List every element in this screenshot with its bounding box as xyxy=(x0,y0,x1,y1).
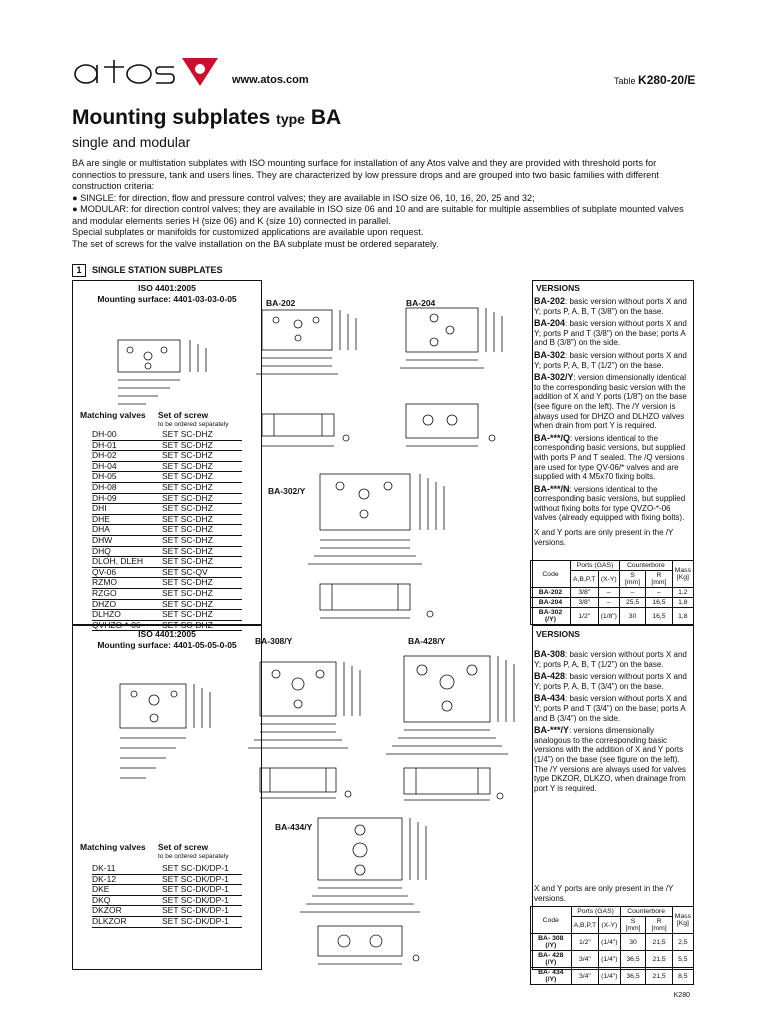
ba-204-side-view xyxy=(392,396,512,456)
screw-set: SET SC-DHZ xyxy=(162,471,213,482)
matching-valves-list xyxy=(92,864,242,928)
version-text: : basic version without ports X and Y; ports P, A, B, T (3/8") on the base. xyxy=(534,297,687,316)
xy-note: X and Y ports are only present in the /Y versions. xyxy=(534,884,674,903)
ba-302-top-view xyxy=(300,454,460,578)
valve-name: DHW xyxy=(92,534,113,545)
table-cell: 36,5 xyxy=(620,951,646,968)
valve-name: DHE xyxy=(92,513,110,524)
version-code: BA-428 xyxy=(534,671,566,682)
version-code: BA-204 xyxy=(534,318,566,329)
ba-434-side-view xyxy=(296,922,436,968)
table-cell: 1/2" xyxy=(571,608,599,625)
version-item xyxy=(534,650,692,669)
intro-paragraph: ● SINGLE: for direction, flow and pressure control valves; they are available in ISO size 06, 10, 16, 20, 25 and 32; xyxy=(72,192,535,203)
table-header-cell xyxy=(672,907,693,934)
screw-set: SET SC-DHZ xyxy=(162,545,213,556)
version-item xyxy=(534,694,692,723)
col-matching-valves: Matching valves xyxy=(80,410,146,420)
table-cell: BA- 308 (/Y) xyxy=(531,934,572,951)
table-header-cell: Counterbore xyxy=(619,561,672,571)
table-row xyxy=(92,483,242,494)
mass-unit: [Kg] xyxy=(676,574,689,581)
valve-name: DLHZO xyxy=(92,609,121,620)
screw-set: SET SC-DK/DP-1 xyxy=(162,863,229,873)
screw-set: SET SC-DHZ xyxy=(162,481,213,492)
version-item xyxy=(534,726,692,793)
valve-name: DH-09 xyxy=(92,492,117,503)
ba-428-top-view xyxy=(384,648,524,760)
valve-name: DHI xyxy=(92,503,107,514)
table-cell: 30 xyxy=(620,934,646,951)
col-set-of-screw: Set of screw xyxy=(158,410,209,420)
table-header-cell: R [mm] xyxy=(646,917,672,934)
screw-set: SET SC-DHZ xyxy=(162,598,213,609)
page-title: Mounting subplates type BA xyxy=(72,106,342,129)
screw-set: SET SC-DK/DP-1 xyxy=(162,884,229,895)
website-url[interactable]: www.atos.com xyxy=(232,74,309,86)
mass-label: Mass xyxy=(674,913,691,920)
version-code: BA-308 xyxy=(534,649,566,659)
table-cell: (1/8") xyxy=(598,608,619,625)
ba-428-side-view xyxy=(384,764,524,804)
version-item xyxy=(534,297,692,316)
valve-name: DH-00 xyxy=(92,429,117,439)
table-cell: 16,5 xyxy=(646,608,673,625)
spec-table xyxy=(530,906,694,985)
table-row xyxy=(92,864,242,875)
screw-set: SET SC-DHZ xyxy=(162,587,213,598)
ba-302-side-view xyxy=(300,580,460,624)
table-cell: 1,8 xyxy=(672,608,693,625)
mass-label: Mass xyxy=(674,567,691,574)
version-code: BA-302/Y xyxy=(534,372,574,383)
table-header-row xyxy=(531,907,694,917)
col-matching-valves: Matching valves xyxy=(80,842,146,852)
col-set-of-screw: Set of screw xyxy=(158,842,209,852)
intro-paragraph: ● MODULAR: for direction control valves; they are available in ISO size 06 and 10 and are suitable for multiple assemblies of subplate mounted valves and modular elements series H (size 06) and K (size 10) connected in parallel. xyxy=(72,204,684,226)
table-cell: 21,5 xyxy=(646,968,672,985)
table-header-cell: (X-Y) xyxy=(599,917,620,934)
table-cell: 3/8" xyxy=(571,598,599,608)
valve-name: RZGO xyxy=(92,587,117,598)
screw-set: SET SC-DHZ xyxy=(162,534,213,545)
version-text: : versions dimensionally analogous to the corresponding basic versions with the addition of X and Y ports (1/4") on the base (see figure on the left). The /Y versions are always used for valves type DKZOR, DLKZO, when drainage from port Y is required. xyxy=(534,726,686,793)
screw-set: SET SC-DHZ xyxy=(162,513,213,524)
table-header-cell: S [mm] xyxy=(620,917,646,934)
valve-name: DHA xyxy=(92,524,110,535)
iso-standard: ISO 4401:2005 xyxy=(138,283,196,293)
table-row xyxy=(531,588,694,598)
label-ba-204: BA-204 xyxy=(406,298,436,308)
table-header-cell: (X-Y) xyxy=(598,571,619,588)
screw-set: SET SC-DHZ xyxy=(162,460,213,471)
valve-name: DK-11 xyxy=(92,863,116,873)
screw-set: SET SC-DHZ xyxy=(162,450,213,461)
xy-note: X and Y ports are only present in the /Y versions. xyxy=(534,528,674,547)
table-row xyxy=(92,917,242,928)
valve-name: DH-01 xyxy=(92,439,117,450)
table-cell: 36,5 xyxy=(620,968,646,985)
version-text: : basic version without ports X and Y; ports P and T (3/4") on the base; ports A and B (3/4") on the side. xyxy=(534,694,687,723)
table-cell: 3/4" xyxy=(571,968,599,985)
table-header-cell xyxy=(672,561,693,588)
screw-set: SET SC-DHZ xyxy=(162,492,213,503)
label-ba-302: BA-302/Y xyxy=(268,486,306,496)
table-header-cell: A,B,P,T xyxy=(571,571,599,588)
valve-name: DHQ xyxy=(92,545,111,556)
version-code: BA-302 xyxy=(534,349,566,360)
table-cell: (1/4") xyxy=(599,968,620,985)
valve-name: DLOH, DLEH xyxy=(92,556,144,567)
ba-308-top-view xyxy=(240,648,370,756)
table-cell: 1,8 xyxy=(672,598,693,608)
versions-list xyxy=(534,297,692,526)
table-cell: 21,5 xyxy=(646,934,672,951)
table-header-cell: Ports (GAS) xyxy=(571,561,620,571)
table-header-cell: Code xyxy=(531,907,572,934)
table-row xyxy=(531,951,694,968)
table-reference: Table K280-20/E xyxy=(614,73,696,87)
valve-name: DK-12 xyxy=(92,873,117,884)
table-header-cell: R [mm] xyxy=(646,571,673,588)
intro-paragraph: Special subplates or manifolds for customized applications are available upon request. xyxy=(72,227,424,237)
versions-title: VERSIONS xyxy=(536,283,580,293)
mounting-surface: Mounting surface: 4401-05-05-0-05 xyxy=(97,640,237,650)
version-text: : versions identical to the corresponding basic versions, but supplied with ports P and T sealed. The /Q versions are used for type QV-06/* valves and are supplied with 4 M5x70 fixing bolts. xyxy=(534,433,686,482)
version-text: : basic version without ports X and Y; ports P, A, B, T (1/2") on the base. xyxy=(534,650,687,669)
screw-note: to be ordered separately xyxy=(158,853,229,860)
version-item xyxy=(534,434,692,482)
iso-surface-drawing xyxy=(100,320,220,415)
section-header xyxy=(72,264,223,277)
label-ba-434: BA-434/Y xyxy=(275,822,313,832)
valve-name: QVHZO-*-06 xyxy=(92,619,141,630)
matching-valves-list xyxy=(92,430,242,631)
table-cell: 25,5 xyxy=(619,598,645,608)
table-cell: 3/8" xyxy=(571,588,599,598)
valve-name: QV-06 xyxy=(92,566,117,577)
screw-set: SET SC-DHZ xyxy=(162,439,213,450)
table-cell: (1/4") xyxy=(599,951,620,968)
table-row xyxy=(531,608,694,625)
valve-name: DLKZOR xyxy=(92,915,127,926)
valve-name: DH-04 xyxy=(92,460,117,471)
section-title: SINGLE STATION SUBPLATES xyxy=(92,265,223,275)
table-header-cell: Code xyxy=(531,561,571,588)
screw-set: SET SC-DHZ xyxy=(162,524,213,535)
page-footer: K280 xyxy=(673,992,690,999)
ba-204-top-view xyxy=(392,304,512,376)
version-code: BA-***/Q xyxy=(534,432,571,443)
valve-name: DH-02 xyxy=(92,450,117,461)
section-number: 1 xyxy=(72,264,86,277)
table-cell: – xyxy=(646,588,673,598)
table-cell: BA-204 xyxy=(531,598,571,608)
table-header-cell: S [mm] xyxy=(619,571,645,588)
version-code: BA-434 xyxy=(534,693,566,704)
table-row xyxy=(92,430,242,441)
table-row xyxy=(92,589,242,600)
version-text: : basic version without ports X and Y; ports P, A, B, T (1/2") on the base. xyxy=(534,350,687,370)
table-cell: – xyxy=(619,588,645,598)
screw-set: SET SC-DK/DP-1 xyxy=(162,894,229,905)
table-cell: 8,5 xyxy=(672,968,693,985)
table-row xyxy=(531,934,694,951)
version-text: : versions identical to the corresponding basic versions, but supplied without fixing bolts for type QVZO-*-06 valves (already equipped with fixing bolts). xyxy=(534,484,686,523)
screw-set: SET SC-DK/DP-1 xyxy=(162,905,229,916)
version-text: : version dimensionally identical to the corresponding basic version with the addition of X and Y ports (1/8") on the base (see figure on the left). The /Y version is always used for DHZO and DLHZO valves when drain from port Y is required. xyxy=(534,373,687,431)
table-header-row xyxy=(531,561,694,571)
table-row xyxy=(531,968,694,985)
table-cell: 21,5 xyxy=(646,951,672,968)
version-item xyxy=(534,672,692,691)
atos-logo xyxy=(72,52,222,88)
screw-set: SET SC-DHZ xyxy=(162,619,213,630)
page-subtitle: single and modular xyxy=(72,134,191,150)
table-cell: 16,5 xyxy=(646,598,673,608)
table-header-cell: A,B,P,T xyxy=(571,917,599,934)
table-cell: BA- 434 (/Y) xyxy=(531,968,572,985)
version-item xyxy=(534,485,692,523)
table-header-cell: Ports (GAS) xyxy=(571,907,620,917)
valve-name: DKZOR xyxy=(92,905,122,916)
ba-308-side-view xyxy=(240,764,370,804)
valve-name: DH-05 xyxy=(92,471,117,482)
version-text: : basic version without ports X and Y; ports P and T (3/8") on the base; ports A and B (3/8") on the side. xyxy=(534,319,687,348)
table-cell: 3/4" xyxy=(571,951,599,968)
screw-set: SET SC-QV xyxy=(162,566,208,577)
versions-title: VERSIONS xyxy=(536,629,580,639)
label-ba-428: BA-428/Y xyxy=(408,636,446,646)
table-cell: 2,5 xyxy=(672,934,693,951)
ba-202-side-view xyxy=(254,406,364,456)
table-cell: – xyxy=(598,588,619,598)
table-cell: BA-302 (/Y) xyxy=(531,608,571,625)
table-cell: 5,5 xyxy=(672,951,693,968)
intro-paragraph: The set of screws for the valve installation on the BA subplate must be ordered separately. xyxy=(72,238,439,249)
table-cell: 30 xyxy=(619,608,645,625)
valve-name: RZMO xyxy=(92,577,118,588)
version-item xyxy=(534,351,692,370)
version-code: BA-202 xyxy=(534,296,566,306)
table-cell: BA- 428 (/Y) xyxy=(531,951,572,968)
table-cell: 1/2" xyxy=(571,934,599,951)
version-item xyxy=(534,319,692,348)
screw-set: SET SC-DHZ xyxy=(162,556,213,567)
iso-standard: ISO 4401:2005 xyxy=(138,629,196,639)
screw-set: SET SC-DHZ xyxy=(162,609,213,620)
mass-unit: [Kg] xyxy=(676,920,689,927)
versions-list xyxy=(534,650,692,796)
version-code: BA-***/Y xyxy=(534,725,570,736)
screw-set: SET SC-DK/DP-1 xyxy=(162,873,229,884)
ba-202-top-view xyxy=(254,306,364,386)
table-row xyxy=(92,536,242,547)
screw-note: to be ordered separately xyxy=(158,421,229,428)
table-cell: 1,2 xyxy=(672,588,693,598)
table-cell: – xyxy=(598,598,619,608)
valve-name: DHZO xyxy=(92,598,117,609)
label-ba-308: BA-308/Y xyxy=(255,636,293,646)
screw-set: SET SC-DK/DP-1 xyxy=(162,915,229,926)
valve-name: DH-08 xyxy=(92,481,117,492)
spec-table xyxy=(530,560,694,625)
mounting-surface: Mounting surface: 4401-03-03-0-05 xyxy=(97,294,237,304)
version-text: : basic version without ports X and Y; ports P, A, B, T (3/4") on the base. xyxy=(534,672,687,691)
intro-text xyxy=(72,158,698,250)
table-header-cell: Counterbore xyxy=(620,907,672,917)
table-cell: (1/4") xyxy=(599,934,620,951)
version-item xyxy=(534,373,692,431)
screw-set: SET SC-DHZ xyxy=(162,429,213,439)
intro-paragraph: BA are single or multistation subplates with ISO mounting surface for installation of any Atos valve and they are provided with threshold ports for connectios to pressure, tank and users lines. They are characterized by low pressure drops and are grouped into two basic families with different construction criteria: xyxy=(72,158,659,191)
label-ba-202: BA-202 xyxy=(266,298,296,308)
version-code: BA-***/N xyxy=(534,483,570,494)
table-cell: BA-202 xyxy=(531,588,571,598)
iso-surface-drawing xyxy=(100,668,220,788)
screw-set: SET SC-DHZ xyxy=(162,577,213,588)
ba-434-top-view xyxy=(296,808,436,920)
screw-set: SET SC-DHZ xyxy=(162,503,213,514)
table-row xyxy=(531,598,694,608)
valve-name: DKQ xyxy=(92,894,111,905)
valve-name: DKE xyxy=(92,884,110,895)
